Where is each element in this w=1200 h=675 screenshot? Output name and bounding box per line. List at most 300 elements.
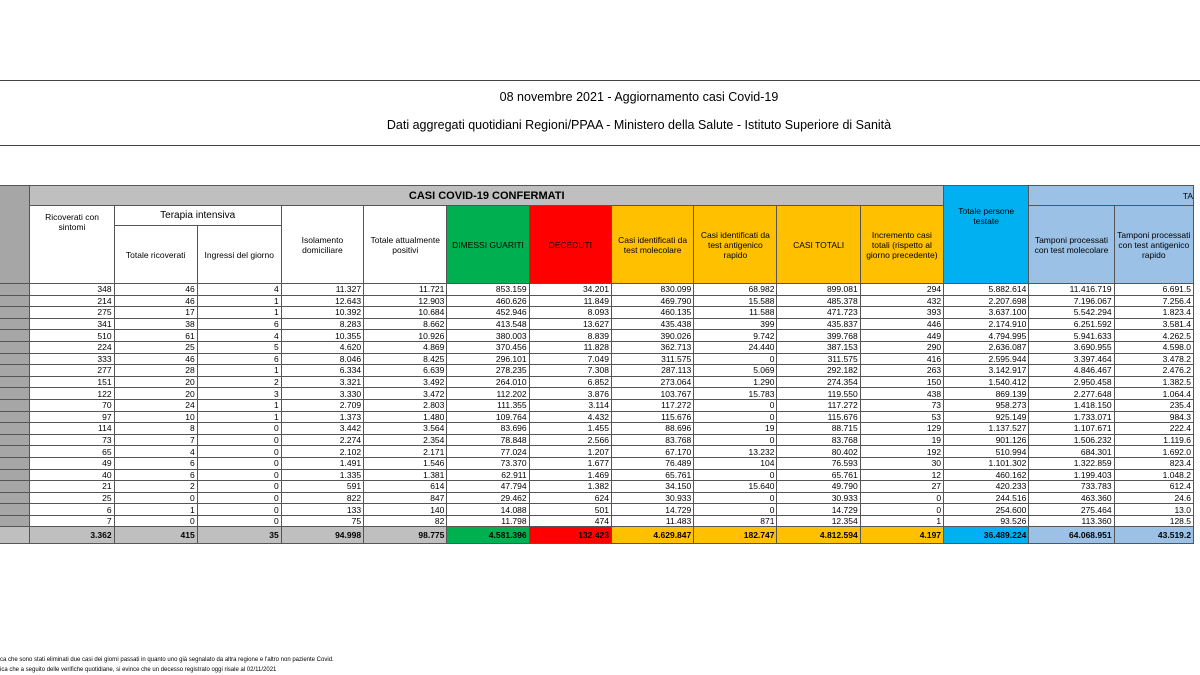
table-cell: 6.691.5 xyxy=(1114,284,1193,296)
region-cell xyxy=(0,434,30,446)
table-cell: 235.4 xyxy=(1114,399,1193,411)
table-row xyxy=(0,330,1194,342)
table-cell: 78.848 xyxy=(447,434,529,446)
table-cell: 290 xyxy=(860,341,943,353)
table-cell: 12.903 xyxy=(364,295,447,307)
table-cell: 67.170 xyxy=(611,446,693,458)
table-cell: 277 xyxy=(30,365,114,377)
total-cell: 182.747 xyxy=(694,527,777,544)
table-cell: 73.370 xyxy=(447,457,529,469)
table-cell: 1 xyxy=(197,295,281,307)
table-cell: 311.575 xyxy=(777,353,860,365)
table-cell: 0 xyxy=(197,434,281,446)
table-cell: 129 xyxy=(860,423,943,435)
total-cell: 4.629.847 xyxy=(611,527,693,544)
table-cell: 9.742 xyxy=(694,330,777,342)
col-isolamento: Isolamento domiciliare xyxy=(281,206,363,284)
table-cell: 296.101 xyxy=(447,353,529,365)
table-cell: 34.150 xyxy=(611,481,693,493)
table-cell: 1 xyxy=(197,411,281,423)
table-cell: 869.139 xyxy=(944,388,1029,400)
table-cell: 278.235 xyxy=(447,365,529,377)
table-cell: 15.783 xyxy=(694,388,777,400)
table-cell: 4.869 xyxy=(364,341,447,353)
table-cell: 8.283 xyxy=(281,318,363,330)
table-cell: 117.272 xyxy=(777,399,860,411)
table-cell: 11.327 xyxy=(281,284,363,296)
table-cell: 469.790 xyxy=(611,295,693,307)
table-cell: 30.933 xyxy=(611,492,693,504)
table-cell: 871 xyxy=(694,515,777,527)
totals-row xyxy=(0,527,1194,544)
table-cell: 2 xyxy=(114,481,197,493)
table-cell: 2.709 xyxy=(281,399,363,411)
table-cell: 3.397.464 xyxy=(1029,353,1114,365)
table-row xyxy=(0,469,1194,481)
table-cell: 2.207.698 xyxy=(944,295,1029,307)
table-cell: 1.107.671 xyxy=(1029,423,1114,435)
table-cell: 113.360 xyxy=(1029,515,1114,527)
col-persone-testate: Totale persone testate xyxy=(944,186,1029,284)
table-cell: 510.994 xyxy=(944,446,1029,458)
table-cell: 413.548 xyxy=(447,318,529,330)
table-cell: 4.598.0 xyxy=(1114,341,1193,353)
table-cell: 1.540.412 xyxy=(944,376,1029,388)
table-cell: 47.794 xyxy=(447,481,529,493)
region-cell xyxy=(0,469,30,481)
covid-data-table xyxy=(0,185,1194,544)
table-cell: 614 xyxy=(364,481,447,493)
table-cell: 115.676 xyxy=(611,411,693,423)
table-body xyxy=(0,186,1194,544)
table-row xyxy=(0,388,1194,400)
table-cell: 0 xyxy=(694,504,777,516)
table-cell: 0 xyxy=(860,492,943,504)
table-cell: 0 xyxy=(114,492,197,504)
table-cell: 460.162 xyxy=(944,469,1029,481)
table-row xyxy=(0,307,1194,319)
table-cell: 390.026 xyxy=(611,330,693,342)
table-cell: 10.684 xyxy=(364,307,447,319)
table-cell: 370.456 xyxy=(447,341,529,353)
region-cell xyxy=(0,365,30,377)
table-cell: 287.113 xyxy=(611,365,693,377)
table-cell: 5.882.614 xyxy=(944,284,1029,296)
table-cell: 24.6 xyxy=(1114,492,1193,504)
table-cell: 387.153 xyxy=(777,341,860,353)
table-cell: 62.911 xyxy=(447,469,529,481)
table-cell: 3.321 xyxy=(281,376,363,388)
table-cell: 3.478.2 xyxy=(1114,353,1193,365)
table-cell: 438 xyxy=(860,388,943,400)
table-cell: 119.550 xyxy=(777,388,860,400)
table-cell: 224 xyxy=(30,341,114,353)
table-cell: 20 xyxy=(114,388,197,400)
col-test-molecolare: Casi identificati da test molecolare xyxy=(611,206,693,284)
table-cell: 15.588 xyxy=(694,295,777,307)
total-cell: 415 xyxy=(114,527,197,544)
table-cell: 6.852 xyxy=(529,376,611,388)
table-cell: 150 xyxy=(860,376,943,388)
region-cell xyxy=(0,295,30,307)
table-cell: 1 xyxy=(197,307,281,319)
table-row xyxy=(0,399,1194,411)
table-cell: 27 xyxy=(860,481,943,493)
totals-label-cell xyxy=(0,527,30,544)
table-cell: 104 xyxy=(694,457,777,469)
table-cell: 399 xyxy=(694,318,777,330)
table-cell: 1 xyxy=(114,504,197,516)
table-cell: 80.402 xyxy=(777,446,860,458)
table-cell: 244.516 xyxy=(944,492,1029,504)
table-row xyxy=(0,284,1194,296)
table-cell: 510 xyxy=(30,330,114,342)
table-cell: 984.3 xyxy=(1114,411,1193,423)
region-cell xyxy=(0,492,30,504)
table-cell: 6.639 xyxy=(364,365,447,377)
terapia-intensiva-header: Terapia intensiva xyxy=(114,206,281,226)
footnote-1: ca che sono stati eliminati due casi dei giorni passati in quanto uno già segnalato da altra regione e l'altro non paziente Covid. xyxy=(0,657,334,663)
table-row xyxy=(0,318,1194,330)
table-cell: 4.262.5 xyxy=(1114,330,1193,342)
table-cell: 380.003 xyxy=(447,330,529,342)
table-cell: 1.381 xyxy=(364,469,447,481)
table-cell: 0 xyxy=(694,492,777,504)
table-cell: 8.662 xyxy=(364,318,447,330)
table-cell: 0 xyxy=(114,515,197,527)
table-cell: 30 xyxy=(860,457,943,469)
table-cell: 122 xyxy=(30,388,114,400)
table-cell: 822 xyxy=(281,492,363,504)
table-cell: 958.273 xyxy=(944,399,1029,411)
table-cell: 10.926 xyxy=(364,330,447,342)
table-cell: 446 xyxy=(860,318,943,330)
total-cell: 4.581.396 xyxy=(447,527,529,544)
region-cell xyxy=(0,423,30,435)
table-cell: 2.274 xyxy=(281,434,363,446)
region-cell xyxy=(0,388,30,400)
total-cell: 4.812.594 xyxy=(777,527,860,544)
total-cell: 98.775 xyxy=(364,527,447,544)
table-cell: 1.418.150 xyxy=(1029,399,1114,411)
table-cell: 432 xyxy=(860,295,943,307)
total-cell: 3.362 xyxy=(30,527,114,544)
region-cell xyxy=(0,399,30,411)
table-cell: 3.472 xyxy=(364,388,447,400)
table-cell: 416 xyxy=(860,353,943,365)
table-cell: 275 xyxy=(30,307,114,319)
table-cell: 0 xyxy=(694,353,777,365)
table-cell: 0 xyxy=(197,446,281,458)
table-cell: 2.595.944 xyxy=(944,353,1029,365)
table-cell: 1.382.5 xyxy=(1114,376,1193,388)
col-tamponi-molecolare: Tamponi processati con test molecolare xyxy=(1029,206,1114,284)
table-cell: 393 xyxy=(860,307,943,319)
table-cell: 1.335 xyxy=(281,469,363,481)
table-cell: 109.764 xyxy=(447,411,529,423)
table-cell: 311.575 xyxy=(611,353,693,365)
table-cell: 264.010 xyxy=(447,376,529,388)
table-cell: 3.637.100 xyxy=(944,307,1029,319)
table-cell: 1 xyxy=(197,365,281,377)
table-cell: 4 xyxy=(197,284,281,296)
region-cell xyxy=(0,341,30,353)
region-cell xyxy=(0,504,30,516)
col-attualmente-positivi: Totale attualmente positivi xyxy=(364,206,447,284)
table-cell: 88.715 xyxy=(777,423,860,435)
table-cell: 1.733.071 xyxy=(1029,411,1114,423)
table-cell: 53 xyxy=(860,411,943,423)
table-cell: 10.392 xyxy=(281,307,363,319)
col-casi-totali: CASI TOTALI xyxy=(777,206,860,284)
table-cell: 5 xyxy=(197,341,281,353)
table-cell: 13.0 xyxy=(1114,504,1193,516)
table-row xyxy=(0,434,1194,446)
table-cell: 75 xyxy=(281,515,363,527)
table-cell: 1.455 xyxy=(529,423,611,435)
table-cell: 3.690.955 xyxy=(1029,341,1114,353)
table-cell: 1.101.302 xyxy=(944,457,1029,469)
table-cell: 823.4 xyxy=(1114,457,1193,469)
table-cell: 460.626 xyxy=(447,295,529,307)
total-cell: 132.423 xyxy=(529,527,611,544)
table-cell: 1.373 xyxy=(281,411,363,423)
table-cell: 1.119.6 xyxy=(1114,434,1193,446)
col-tamponi-antigenico: Tamponi processati con test antigenico rapido xyxy=(1114,206,1193,284)
region-cell xyxy=(0,307,30,319)
table-cell: 10 xyxy=(114,411,197,423)
table-cell: 10.355 xyxy=(281,330,363,342)
table-cell: 292.182 xyxy=(777,365,860,377)
table-cell: 25 xyxy=(30,492,114,504)
table-cell: 3.442 xyxy=(281,423,363,435)
table-cell: 11.588 xyxy=(694,307,777,319)
total-cell: 64.068.951 xyxy=(1029,527,1114,544)
table-cell: 0 xyxy=(197,423,281,435)
table-cell: 114 xyxy=(30,423,114,435)
table-cell: 899.081 xyxy=(777,284,860,296)
region-cell xyxy=(0,330,30,342)
footnote-2: ica che a seguito delle verifiche quotidiane, si evince che un decesso registrato oggi risale al 02/11/2021 xyxy=(0,667,277,673)
table-cell: 591 xyxy=(281,481,363,493)
table-cell: 0 xyxy=(694,434,777,446)
table-cell: 1.322.859 xyxy=(1029,457,1114,469)
table-cell: 7.256.4 xyxy=(1114,295,1193,307)
table-cell: 97 xyxy=(30,411,114,423)
table-cell: 49 xyxy=(30,457,114,469)
table-cell: 1.823.4 xyxy=(1114,307,1193,319)
table-cell: 65.761 xyxy=(777,469,860,481)
table-cell: 5.069 xyxy=(694,365,777,377)
col-incremento: Incremento casi totali (rispetto al giorno precedente) xyxy=(860,206,943,284)
table-cell: 901.126 xyxy=(944,434,1029,446)
table-cell: 4 xyxy=(197,330,281,342)
table-cell: 140 xyxy=(364,504,447,516)
table-row xyxy=(0,446,1194,458)
table-cell: 73 xyxy=(30,434,114,446)
table-row xyxy=(0,341,1194,353)
table-cell: 273.064 xyxy=(611,376,693,388)
table-cell: 0 xyxy=(694,411,777,423)
table-cell: 420.233 xyxy=(944,481,1029,493)
table-cell: 3.330 xyxy=(281,388,363,400)
table-cell: 5.941.633 xyxy=(1029,330,1114,342)
table-cell: 3.876 xyxy=(529,388,611,400)
table-cell: 3.564 xyxy=(364,423,447,435)
table-cell: 830.099 xyxy=(611,284,693,296)
table-cell: 1 xyxy=(197,399,281,411)
table-cell: 1.469 xyxy=(529,469,611,481)
table-cell: 8.425 xyxy=(364,353,447,365)
region-cell xyxy=(0,446,30,458)
table-cell: 103.767 xyxy=(611,388,693,400)
table-cell: 14.729 xyxy=(611,504,693,516)
region-cell xyxy=(0,481,30,493)
table-cell: 117.272 xyxy=(611,399,693,411)
table-cell: 12.354 xyxy=(777,515,860,527)
region-cell xyxy=(0,457,30,469)
table-cell: 68.982 xyxy=(694,284,777,296)
group-tamponi-header: TA xyxy=(1029,186,1194,206)
table-cell: 1.207 xyxy=(529,446,611,458)
table-cell: 2.171 xyxy=(364,446,447,458)
table-cell: 0 xyxy=(197,492,281,504)
table-cell: 2.354 xyxy=(364,434,447,446)
table-cell: 399.768 xyxy=(777,330,860,342)
table-cell: 19 xyxy=(860,434,943,446)
table-cell: 1.692.0 xyxy=(1114,446,1193,458)
table-cell: 151 xyxy=(30,376,114,388)
table-cell: 2.566 xyxy=(529,434,611,446)
table-cell: 1.506.232 xyxy=(1029,434,1114,446)
table-cell: 82 xyxy=(364,515,447,527)
table-cell: 1.382 xyxy=(529,481,611,493)
table-cell: 460.135 xyxy=(611,307,693,319)
header-rule xyxy=(0,145,1200,146)
table-cell: 70 xyxy=(30,399,114,411)
table-cell: 2.102 xyxy=(281,446,363,458)
table-cell: 3 xyxy=(197,388,281,400)
table-cell: 3.142.917 xyxy=(944,365,1029,377)
table-cell: 24 xyxy=(114,399,197,411)
table-cell: 38 xyxy=(114,318,197,330)
table-cell: 2.950.458 xyxy=(1029,376,1114,388)
table-cell: 24.440 xyxy=(694,341,777,353)
table-cell: 19 xyxy=(694,423,777,435)
table-cell: 0 xyxy=(197,457,281,469)
table-cell: 1.677 xyxy=(529,457,611,469)
table-cell: 449 xyxy=(860,330,943,342)
col-ricoverati: Ricoverati con sintomi xyxy=(30,206,114,284)
table-cell: 12 xyxy=(860,469,943,481)
table-cell: 341 xyxy=(30,318,114,330)
table-cell: 3.492 xyxy=(364,376,447,388)
table-cell: 4.794.995 xyxy=(944,330,1029,342)
table-cell: 28 xyxy=(114,365,197,377)
table-cell: 83.696 xyxy=(447,423,529,435)
table-cell: 485.378 xyxy=(777,295,860,307)
table-cell: 128.5 xyxy=(1114,515,1193,527)
table-cell: 49.790 xyxy=(777,481,860,493)
table-cell: 4.846.467 xyxy=(1029,365,1114,377)
table-cell: 847 xyxy=(364,492,447,504)
table-cell: 11.798 xyxy=(447,515,529,527)
table-cell: 46 xyxy=(114,284,197,296)
table-cell: 77.024 xyxy=(447,446,529,458)
table-cell: 11.416.719 xyxy=(1029,284,1114,296)
region-cell xyxy=(0,376,30,388)
table-cell: 435.837 xyxy=(777,318,860,330)
table-cell: 11.721 xyxy=(364,284,447,296)
table-cell: 6 xyxy=(30,504,114,516)
table-cell: 1.480 xyxy=(364,411,447,423)
table-cell: 11.828 xyxy=(529,341,611,353)
table-cell: 40 xyxy=(30,469,114,481)
table-cell: 2.803 xyxy=(364,399,447,411)
table-cell: 1.199.403 xyxy=(1029,469,1114,481)
table-cell: 1.137.527 xyxy=(944,423,1029,435)
table-cell: 624 xyxy=(529,492,611,504)
table-cell: 133 xyxy=(281,504,363,516)
table-cell: 471.723 xyxy=(777,307,860,319)
col-test-antigenico: Casi identificati da test antigenico rapido xyxy=(694,206,777,284)
table-cell: 0 xyxy=(694,399,777,411)
table-cell: 1.048.2 xyxy=(1114,469,1193,481)
table-row xyxy=(0,492,1194,504)
table-cell: 29.462 xyxy=(447,492,529,504)
table-cell: 1.064.4 xyxy=(1114,388,1193,400)
table-cell: 7.308 xyxy=(529,365,611,377)
table-cell: 501 xyxy=(529,504,611,516)
table-cell: 8 xyxy=(114,423,197,435)
table-cell: 111.355 xyxy=(447,399,529,411)
table-cell: 214 xyxy=(30,295,114,307)
table-cell: 17 xyxy=(114,307,197,319)
region-cell xyxy=(0,515,30,527)
table-cell: 5.542.294 xyxy=(1029,307,1114,319)
table-cell: 76.593 xyxy=(777,457,860,469)
table-cell: 2.277.648 xyxy=(1029,388,1114,400)
table-cell: 435.438 xyxy=(611,318,693,330)
table-cell: 2.174.910 xyxy=(944,318,1029,330)
table-cell: 30.933 xyxy=(777,492,860,504)
region-cell xyxy=(0,284,30,296)
table-cell: 263 xyxy=(860,365,943,377)
table-row xyxy=(0,376,1194,388)
table-row xyxy=(0,457,1194,469)
table-cell: 83.768 xyxy=(611,434,693,446)
table-cell: 20 xyxy=(114,376,197,388)
table-cell: 83.768 xyxy=(777,434,860,446)
table-cell: 6 xyxy=(114,469,197,481)
table-cell: 93.526 xyxy=(944,515,1029,527)
table-cell: 452.946 xyxy=(447,307,529,319)
table-cell: 463.360 xyxy=(1029,492,1114,504)
table-cell: 7.049 xyxy=(529,353,611,365)
page-subtitle: Dati aggregati quotidiani Regioni/PPAA - Ministero della Salute - Istituto Superiore di Sanità xyxy=(386,118,892,132)
table-cell: 14.729 xyxy=(777,504,860,516)
table-cell: 1 xyxy=(860,515,943,527)
table-cell: 7 xyxy=(30,515,114,527)
table-cell: 7 xyxy=(114,434,197,446)
table-cell: 6 xyxy=(197,318,281,330)
group-confirmed-header: CASI COVID-19 CONFERMATI xyxy=(30,186,944,206)
table-row xyxy=(0,411,1194,423)
col-totale-ricoverati: Totale ricoverati xyxy=(114,226,197,284)
total-cell: 94.998 xyxy=(281,527,363,544)
table-cell: 12.643 xyxy=(281,295,363,307)
table-cell: 88.696 xyxy=(611,423,693,435)
